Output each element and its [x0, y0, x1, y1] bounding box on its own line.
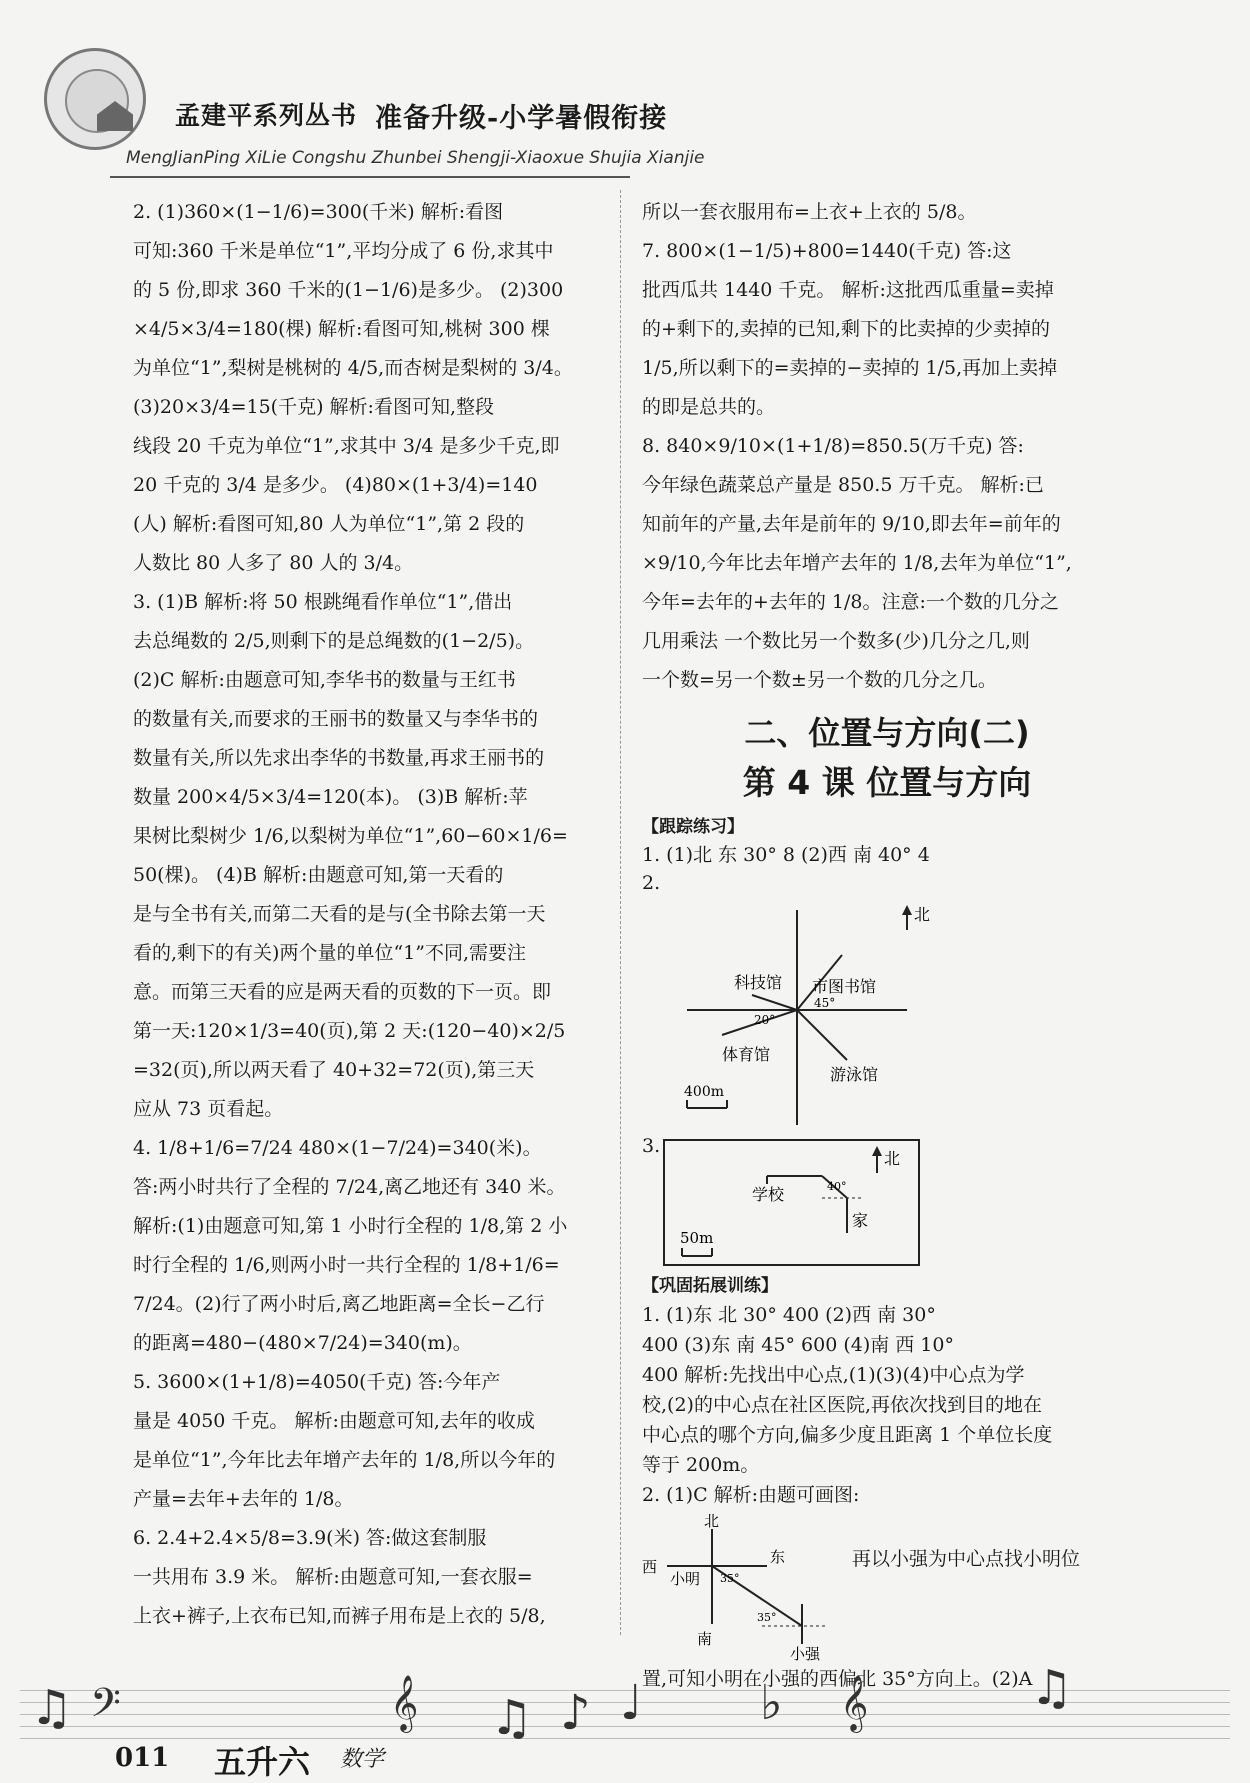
text-line: 的即是总共的。 [642, 396, 776, 418]
text-line: (3)20×3/4=15(千克) 解析:看图可知,整段 [133, 396, 494, 418]
text-line: 所以一套衣服用布=上衣+上衣的 5/8。 [642, 201, 977, 223]
text-line: 看的,剩下的有关)两个量的单位“1”不同,需要注 [133, 942, 527, 964]
music-note-icon: ♩ [620, 1675, 643, 1731]
label-xiaoming: 小明 [670, 1570, 701, 1588]
text-line: 时行全程的 1/6,则两小时一共行全程的 1/8+1/6= [133, 1254, 560, 1276]
label-school: 学校 [752, 1185, 785, 1204]
page-footer [0, 1640, 1250, 1777]
text-line: 是单位“1”,今年比去年增产去年的 1/8,所以今年的 [133, 1449, 556, 1471]
text-line: =32(页),所以两天看了 40+32=72(页),第三天 [133, 1059, 535, 1081]
angle-35-a: 35° [720, 1572, 740, 1585]
book-title: 准备升级-小学暑假衔接 [375, 103, 668, 134]
text-line: 一共用布 3.9 米。 解析:由题意可知,一套衣服= [133, 1566, 533, 1588]
text-line: 去总绳数的 2/5,则剩下的是总绳数的(1−2/5)。 [133, 630, 535, 652]
text-line: 的距离=480−(480×7/24)=340(m)。 [133, 1332, 472, 1354]
north-label: 北 [914, 905, 931, 924]
text-line: 中心点的哪个方向,偏多少度且距离 1 个单位长度 [642, 1424, 1053, 1446]
label-keji: 科技馆 [734, 973, 783, 992]
text-line: 为单位“1”,梨树是桃树的 4/5,而杏树是梨树的 3/4。 [133, 357, 573, 379]
text-line: 的 5 份,即求 360 千米的(1−1/6)是多少。 (2)300 [133, 279, 564, 301]
text-line: 3. (1)B 解析:将 50 根跳绳看作单位“1”,借出 [133, 591, 513, 613]
music-note-icon: ♫ [30, 1680, 74, 1736]
music-note-icon: ♫ [1030, 1660, 1074, 1716]
text-line: 果树比梨树少 1/6,以梨树为单位“1”,60−60×1/6= [133, 825, 568, 847]
label-home: 家 [852, 1211, 869, 1230]
text-line: 一个数=另一个数±另一个数的几分之几。 [642, 669, 997, 691]
text-line: 今年=去年的+去年的 1/8。注意:一个数的几分之 [642, 591, 1059, 613]
angle-20: 20° [754, 1013, 776, 1027]
flat-icon: ♭ [760, 1675, 783, 1731]
music-note-icon: ♪ [560, 1685, 591, 1741]
map-diagram-school [662, 1138, 922, 1268]
text-line: 8. 840×9/10×(1+1/8)=850.5(万千克) 答: [642, 435, 1024, 457]
text-line: 7/24。(2)行了两小时后,离乙地距离=全长−乙行 [133, 1293, 545, 1315]
angle-35-b: 35° [757, 1611, 777, 1624]
text-line: 2. (1)C 解析:由题可画图: [642, 1484, 860, 1506]
lesson-title: 第 4 课 位置与方向 [742, 763, 1032, 802]
text-line: 置,可知小明在小强的西偏北 35°方向上。(2)A [642, 1668, 1033, 1690]
text-line: 2. (1)360×(1−1/6)=300(千米) 解析:看图 [133, 201, 504, 223]
east-label: 东 [770, 1548, 786, 1566]
text-line: 知前年的产量,去年是前年的 9/10,即去年=前年的 [642, 513, 1061, 535]
text-line: 第一天:120×1/3=40(页),第 2 天:(120−40)×2/5 [133, 1020, 566, 1042]
pinyin-title: MengJianPing XiLie Congshu Zhunbei Shengji-Xiaoxue Shujia Xianjie [126, 148, 705, 168]
grade-label: 五升六 [214, 1743, 311, 1781]
text-line: 20 千克的 3/4 是多少。 (4)80×(1+3/4)=140 [133, 474, 538, 496]
text-line: 人数比 80 人多了 80 人的 3/4。 [133, 552, 414, 574]
label-pool: 游泳馆 [830, 1065, 879, 1084]
consolidate-label: 【巩固拓展训练】 [642, 1276, 778, 1296]
map3-side-text: 再以小强为中心点找小明位 [852, 1548, 1081, 1570]
subject-label: 数学 [340, 1747, 385, 1772]
treble-clef-icon: 𝄞 [840, 1675, 869, 1731]
page-number: 011 [115, 1743, 170, 1773]
map3-row [642, 1510, 1132, 1663]
series-logo-icon [44, 48, 146, 150]
text-line: (2)C 解析:由题意可知,李华书的数量与王红书 [133, 669, 516, 691]
text-line: 今年绿色蔬菜总产量是 850.5 万千克。 解析:已 [642, 474, 1044, 496]
text-line: 解析:(1)由题意可知,第 1 小时行全程的 1/8,第 2 小 [133, 1215, 568, 1237]
text-line: 产量=去年+去年的 1/8。 [133, 1488, 354, 1510]
practice-label: 【跟踪练习】 [642, 817, 744, 837]
text-line: 400 (3)东 南 45° 600 (4)南 西 10° [642, 1334, 954, 1356]
text-line: 6. 2.4+2.4×5/8=3.9(米) 答:做这套制服 [133, 1527, 487, 1549]
text-line: 上衣+裤子,上衣布已知,而裤子用布是上衣的 5/8, [133, 1605, 546, 1627]
map-diagram-library [682, 900, 982, 1130]
series-name: 孟建平系列丛书 [175, 101, 358, 130]
south-label: 南 [697, 1630, 713, 1648]
text-line: 7. 800×(1−1/5)+800=1440(千克) 答:这 [642, 240, 1012, 262]
text-line: 1. (1)东 北 30° 400 (2)西 南 30° [642, 1304, 936, 1326]
label-xiaoqiang: 小强 [790, 1645, 821, 1663]
text-line: 应从 73 页看起。 [133, 1098, 284, 1120]
text-line: 4. 1/8+1/6=7/24 480×(1−7/24)=340(米)。 [133, 1137, 542, 1159]
scale-label: 400m [684, 1084, 724, 1100]
text-line: 校,(2)的中心点在社区医院,再依次找到目的地在 [642, 1394, 1042, 1416]
text-line: 是与全书有关,而第二天看的是与(全书除去第一天 [133, 903, 546, 925]
north-label-3: 北 [704, 1514, 720, 1530]
treble-clef-icon: 𝄞 [390, 1675, 419, 1731]
angle-45: 45° [814, 996, 836, 1010]
text-line: 5. 3600×(1+1/8)=4050(千克) 答:今年产 [133, 1371, 501, 1393]
text-line: (人) 解析:看图可知,80 人为单位“1”,第 2 段的 [133, 513, 525, 535]
text-line: 几用乘法 一个数比另一个数多(少)几分之几,则 [642, 630, 1030, 652]
text-line: 批西瓜共 1440 千克。 解析:这批西瓜重量=卖掉 [642, 279, 1054, 301]
bass-clef-icon: 𝄢 [90, 1680, 121, 1736]
practice-answer-1: 1. (1)北 东 30° 8 (2)西 南 40° 4 [642, 844, 930, 866]
text-line: 线段 20 千克为单位“1”,求其中 3/4 是多少千克,即 [133, 435, 560, 457]
angle-40: 40° [827, 1180, 847, 1193]
label-library: 市图书馆 [812, 977, 877, 996]
text-line: 意。而第三天看的应是两天看的页数的下一页。即 [133, 981, 552, 1003]
text-line: 1/5,所以剩下的=卖掉的−卖掉的 1/5,再加上卖掉 [642, 357, 1058, 379]
text-line: 50(棵)。 (4)B 解析:由题意可知,第一天看的 [133, 864, 504, 886]
text-line: ×9/10,今年比去年增产去年的 1/8,去年为单位“1”, [642, 552, 1072, 574]
music-note-icon: ♫ [490, 1690, 534, 1746]
text-line: 量是 4050 千克。 解析:由题意可知,去年的收成 [133, 1410, 535, 1432]
text-line: 的数量有关,而要求的王丽书的数量又与李华书的 [133, 708, 539, 730]
page-header [40, 48, 1210, 188]
text-line: 数量有关,所以先求出李华的书数量,再求王丽书的 [133, 747, 545, 769]
west-label: 西 [642, 1558, 658, 1576]
right-column [642, 193, 1132, 1699]
text-line: 的+剩下的,卖掉的已知,剩下的比卖掉的少卖掉的 [642, 318, 1051, 340]
label-gym: 体育馆 [722, 1045, 771, 1064]
text-line: 可知:360 千米是单位“1”,平均分成了 6 份,求其中 [133, 240, 554, 262]
text-line: ×4/5×3/4=180(棵) 解析:看图可知,桃树 300 棵 [133, 318, 550, 340]
section-title: 二、位置与方向(二) [744, 714, 1030, 752]
practice-answer-3-label: 3. [642, 1135, 661, 1157]
left-column [133, 193, 613, 1636]
text-line: 答:两小时共行了全程的 7/24,离乙地还有 340 米。 [133, 1176, 566, 1198]
scale-label-2: 50m [680, 1229, 714, 1247]
practice-answer-2-label: 2. [642, 872, 661, 894]
north-label-2: 北 [884, 1149, 901, 1168]
text-line: 等于 200m。 [642, 1454, 760, 1476]
column-divider [620, 190, 621, 1635]
text-line: 400 解析:先找出中心点,(1)(3)(4)中心点为学 [642, 1364, 1025, 1386]
text-line: 数量 200×4/5×3/4=120(本)。 (3)B 解析:苹 [133, 786, 528, 808]
